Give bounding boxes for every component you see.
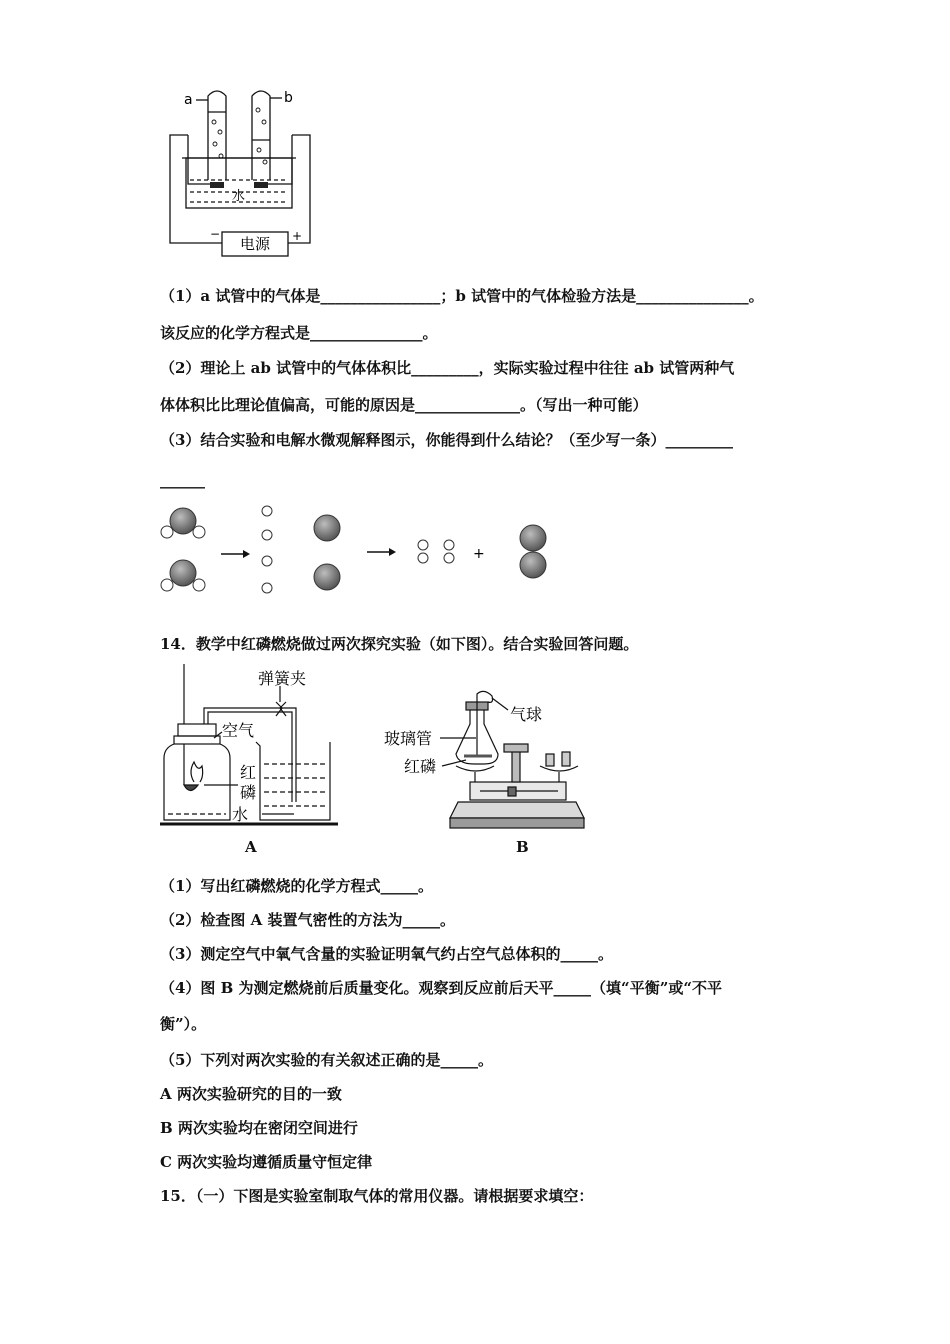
q14-line-3: （3）测定空气中氧气含量的实验证明氧气约占空气总体积的_____。 xyxy=(160,945,613,963)
power-source-label: 电源 xyxy=(239,235,271,253)
q14-title: 14．教学中红磷燃烧做过两次探究实验（如下图）。结合实验回答问题。 xyxy=(160,635,639,653)
q13-line-4: 体体积比比理论值偏高，可能的原因是______________。（写出一种可能） xyxy=(160,396,648,414)
figure-b-caption: B xyxy=(516,838,529,856)
water-label: 水 xyxy=(232,189,246,204)
q13-line-2: 该反应的化学方程式是_______________。 xyxy=(160,324,438,342)
plus-label: + xyxy=(292,229,303,243)
q14-line-4: （4）图 B 为测定燃烧前后质量变化。观察到反应前后天平_____（填“平衡”或“不平 xyxy=(160,979,722,997)
phosphorus-label-2: 磷 xyxy=(240,783,257,802)
molecule-model-figure xyxy=(155,498,565,604)
balloon-label: 气球 xyxy=(510,705,543,724)
figure-a-caption: A xyxy=(245,838,257,856)
q14-option-a: A 两次实验研究的目的一致 xyxy=(160,1085,342,1103)
q13-line-6: ______ xyxy=(160,471,205,489)
water-molecule-2 xyxy=(161,560,205,591)
plus-sign: + xyxy=(473,546,485,562)
water-label-a: 水 xyxy=(232,805,249,824)
q14-line-5: 衡”）。 xyxy=(160,1015,207,1033)
q14-option-b: B 两次实验均在密闭空间进行 xyxy=(160,1119,358,1137)
water-molecule-1 xyxy=(161,508,205,538)
minus-label: − xyxy=(210,227,221,241)
arrow-icon xyxy=(389,548,396,556)
phosphorus-label-1: 红 xyxy=(240,763,257,782)
q15-line-1: 15．（一）下图是实验室制取气体的常用仪器。请根据要求填空： xyxy=(160,1187,594,1205)
figure-b-balance xyxy=(380,690,590,836)
clip-label: 弹簧夹 xyxy=(258,669,307,688)
tube-b-label: b xyxy=(284,90,293,106)
q14-line-1: （1）写出红磷燃烧的化学方程式_____。 xyxy=(160,877,433,895)
electrolysis-figure xyxy=(160,80,330,260)
tube-a-label: a xyxy=(184,92,193,108)
arrow-icon xyxy=(243,550,250,558)
q14-option-c: C 两次实验均遵循质量守恒定律 xyxy=(160,1153,373,1171)
q14-line-2: （2）检查图 A 装置气密性的方法为_____。 xyxy=(160,911,456,929)
q13-line-3: （2）理论上 ab 试管中的气体体积比_________，实际实验过程中往往 ab 试管两种气 xyxy=(160,359,735,377)
figure-a-red-phosphorus xyxy=(160,662,345,834)
q13-line-1: （1）a 试管中的气体是________________；b 试管中的气体检验方法是_______________。 xyxy=(160,287,764,305)
air-label: 空气 xyxy=(222,721,255,740)
q14-line-6: （5）下列对两次实验的有关叙述正确的是_____。 xyxy=(160,1051,493,1069)
red-phosphorus-label: 红磷 xyxy=(404,757,437,776)
q13-line-5: （3）结合实验和电解水微观解释图示，你能得到什么结论？（至少写一条）_________ xyxy=(160,431,733,449)
glass-tube-label: 玻璃管 xyxy=(384,729,433,748)
